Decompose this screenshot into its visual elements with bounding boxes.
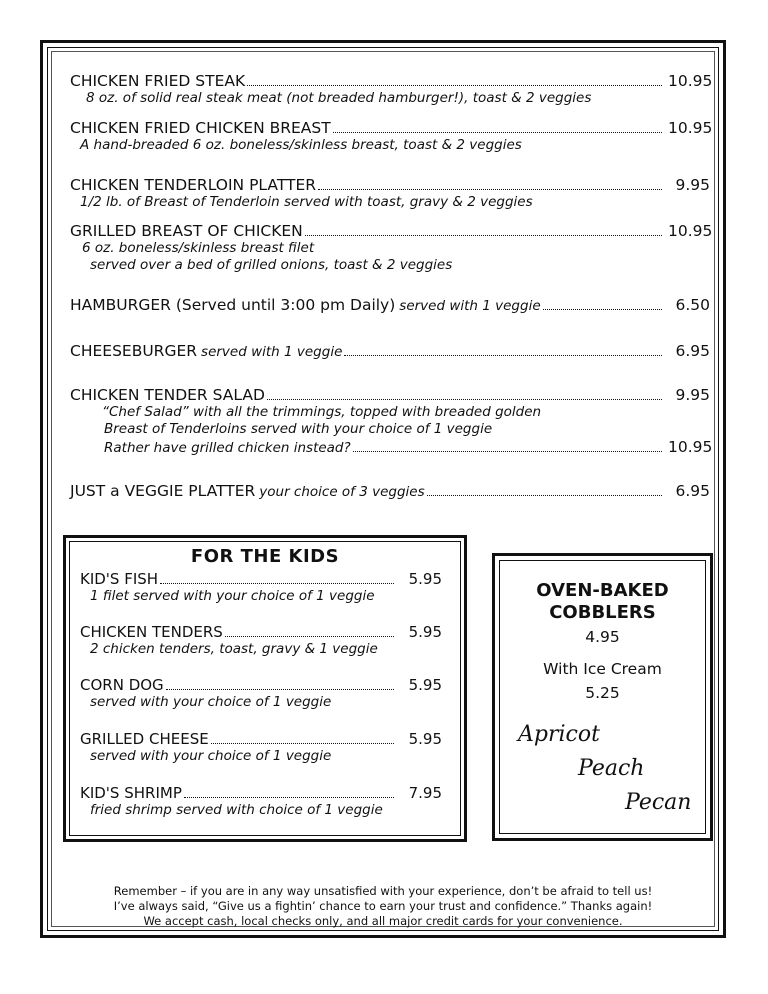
item-description: 6 oz. boneless/skinless breast filet: [82, 240, 315, 256]
item-price: 9.95: [675, 176, 710, 194]
item-description: 8 oz. of solid real steak meat (not breaded hamburger!), toast & 2 veggies: [86, 90, 592, 106]
item-name: CORN DOG: [80, 676, 164, 694]
kids-item-grilled-cheese: [80, 730, 442, 765]
menu-item-cheeseburger: [70, 342, 710, 360]
item-price: 5.95: [408, 730, 442, 748]
item-price: 5.95: [408, 570, 442, 588]
item-price: 10.95: [668, 119, 713, 137]
menu-item-chicken-fried-steak: [70, 72, 713, 107]
flavor-apricot: Apricot: [518, 722, 600, 747]
alt-option-price: 10.95: [668, 438, 713, 456]
item-description: fried shrimp served with choice of 1 veggie: [90, 802, 383, 818]
kids-item-corn-dog: [80, 676, 442, 711]
dot-leader: [267, 398, 662, 400]
menu-item-chicken-tender-salad: [70, 386, 713, 456]
item-description: served with your choice of 1 veggie: [90, 748, 332, 764]
item-inline-note: your choice of 3 veggies: [259, 484, 425, 500]
cobblers-title-line-1: OVEN-BAKED: [536, 580, 669, 601]
flavor-peach: Peach: [578, 756, 645, 781]
cobblers-price: 4.95: [585, 628, 620, 646]
cobblers-title: [499, 580, 706, 624]
item-price: 10.95: [668, 72, 713, 90]
item-name: CHICKEN TENDER SALAD: [70, 386, 265, 404]
item-description: Breast of Tenderloins served with your choice of 1 veggie: [104, 421, 493, 437]
dot-leader: [305, 234, 662, 236]
dot-leader: [427, 494, 662, 496]
ice-cream-label: With Ice Cream: [543, 660, 662, 678]
dot-leader: [225, 635, 394, 637]
item-name: CHICKEN TENDERS: [80, 623, 223, 641]
item-price: 6.50: [675, 296, 710, 314]
kids-item-chicken-tenders: [80, 623, 442, 658]
kids-section-title: FOR THE KIDS: [190, 546, 340, 567]
item-price: 5.95: [408, 623, 442, 641]
item-name: JUST a VEGGIE PLATTER: [70, 482, 256, 500]
item-description: 1/2 lb. of Breast of Tenderloin served with toast, gravy & 2 veggies: [80, 194, 533, 210]
item-price: 7.95: [408, 784, 442, 802]
item-price: 5.95: [408, 676, 442, 694]
item-description: 1 filet served with your choice of 1 veggie: [90, 588, 375, 604]
item-inline-note: served with 1 veggie: [399, 298, 541, 314]
item-name: GRILLED CHEESE: [80, 730, 209, 748]
item-description: “Chef Salad” with all the trimmings, topped with breaded golden: [102, 404, 542, 420]
item-name: HAMBURGER (Served until 3:00 pm Daily): [70, 296, 396, 314]
item-name: CHICKEN FRIED CHICKEN BREAST: [70, 119, 331, 137]
dot-leader: [211, 742, 394, 744]
cobblers-title-line-2: COBBLERS: [549, 602, 656, 623]
item-name: KID'S SHRIMP: [80, 784, 182, 802]
footer-line-1: Remember – if you are in any way unsatisfied with your experience, don’t be afraid to tell us!: [113, 884, 653, 898]
item-description: served over a bed of grilled onions, toast & 2 veggies: [90, 257, 453, 273]
menu-item-chicken-tenderloin-platter: [70, 176, 710, 211]
dot-leader: [318, 188, 662, 190]
dot-leader: [166, 688, 394, 690]
ice-cream-price: 5.25: [585, 684, 620, 702]
item-price: 9.95: [675, 386, 710, 404]
item-description: A hand-breaded 6 oz. boneless/skinless breast, toast & 2 veggies: [80, 137, 522, 153]
menu-item-hamburger: [70, 296, 710, 314]
item-description: served with your choice of 1 veggie: [90, 694, 332, 710]
item-price: 10.95: [668, 222, 713, 240]
kids-item-shrimp: [80, 784, 442, 819]
item-name: KID'S FISH: [80, 570, 159, 588]
dot-leader: [344, 354, 662, 356]
kids-item-fish: [80, 570, 442, 605]
item-price: 6.95: [675, 342, 710, 360]
menu-item-veggie-platter: [70, 482, 710, 500]
item-name: CHICKEN TENDERLOIN PLATTER: [70, 176, 317, 194]
item-name: GRILLED BREAST OF CHICKEN: [70, 222, 303, 240]
menu-item-chicken-fried-chicken-breast: [70, 119, 713, 154]
item-name: CHEESEBURGER: [70, 342, 198, 360]
dot-leader: [160, 582, 394, 584]
dot-leader: [333, 131, 662, 133]
flavor-pecan: Pecan: [625, 790, 692, 815]
footer-line-2: I’ve always said, “Give us a fightin’ chance to earn your trust and confidence.” Thanks again!: [113, 899, 653, 913]
item-inline-note: served with 1 veggie: [201, 344, 343, 360]
dot-leader: [247, 84, 662, 86]
footer-note: [60, 884, 706, 929]
footer-line-3: We accept cash, local checks only, and all major credit cards for your convenience.: [143, 914, 623, 928]
item-price: 6.95: [675, 482, 710, 500]
item-description: 2 chicken tenders, toast, gravy & 1 veggie: [90, 641, 378, 657]
dot-leader: [184, 796, 394, 798]
alt-option-label: Rather have grilled chicken instead?: [104, 440, 351, 456]
dot-leader: [543, 308, 662, 310]
menu-item-grilled-breast-of-chicken: [70, 222, 713, 274]
item-name: CHICKEN FRIED STEAK: [70, 72, 246, 90]
dot-leader: [353, 450, 662, 452]
